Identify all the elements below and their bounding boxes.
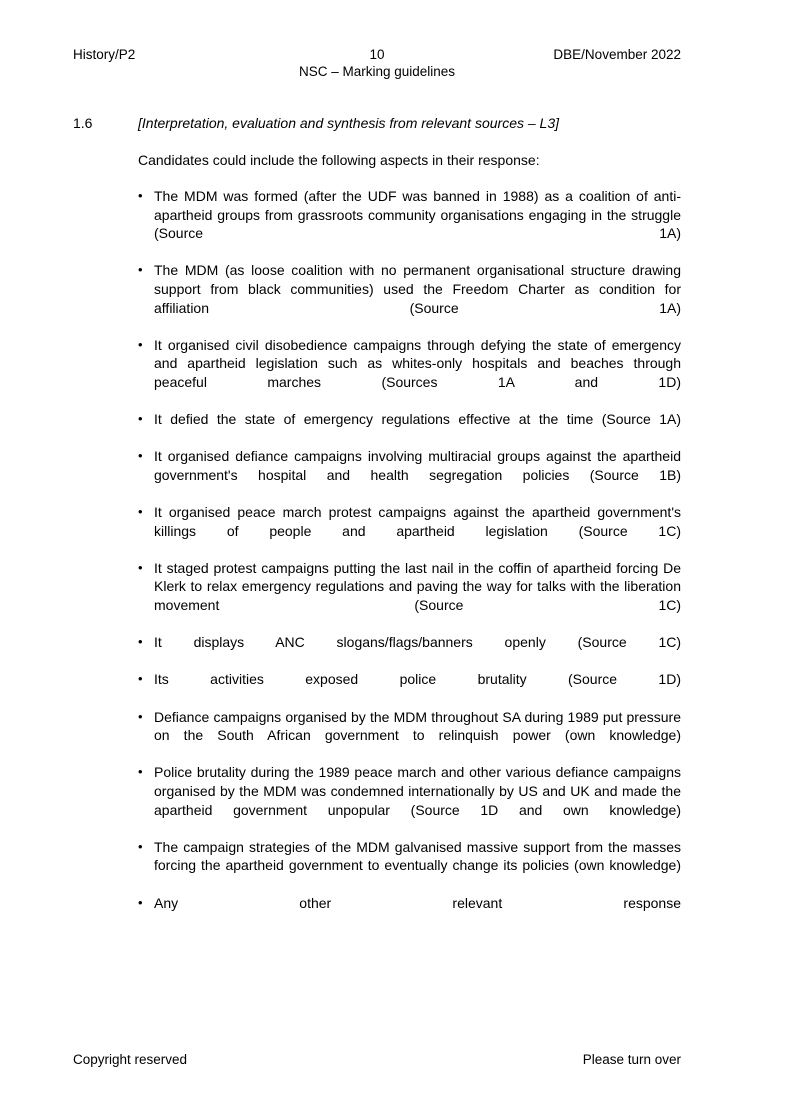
header-document-subtitle: NSC – Marking guidelines [298, 64, 456, 79]
question-number: 1.6 [73, 115, 93, 131]
list-item: • Police brutality during the 1989 peace march and other various defiance campaigns organised by the MDM was condemned internationally by US and UK and made the apartheid government unpopular (Source 1D and own knowledge) [138, 763, 681, 837]
list-item: • The MDM (as loose coalition with no permanent organisational structure drawing support from black communities) used the Freedom Charter as condition for affiliation (Source 1A) [138, 261, 681, 335]
page-footer [73, 1051, 681, 1069]
list-item: • The MDM was formed (after the UDF was banned in 1988) as a coalition of anti-apartheid groups from grassroots community organisations engaging in the struggle (Source 1A) [138, 187, 681, 261]
header-page-number: 10 [369, 47, 385, 62]
list-item: • It staged protest campaigns putting the last nail in the coffin of apartheid forcing De Klerk to relax emergency regulations and paving the way for talks with the liberation movement (Source 1C) [138, 559, 681, 633]
list-item: • It displays ANC slogans/flags/banners openly (Source 1C) [138, 633, 681, 670]
list-item: • It organised peace march protest campaigns against the apartheid government's killings of people and apartheid legislation (Source 1C) [138, 503, 681, 559]
list-item: • Any other relevant response [138, 894, 681, 931]
list-item: • It defied the state of emergency regulations effective at the time (Source 1A) [138, 410, 681, 447]
list-item: • Defiance campaigns organised by the MDM throughout SA during 1989 put pressure on the South African government to relinquish power (own knowledge) [138, 708, 681, 764]
question-heading: [Interpretation, evaluation and synthesis from relevant sources – L3] [138, 115, 560, 131]
list-item: • It organised civil disobedience campaigns through defying the state of emergency and apartheid legislation such as whites-only hospitals and beaches through peaceful marches (Sources 1A and 1D) [138, 336, 681, 410]
header-subject: History/P2 [73, 47, 136, 62]
question-intro: Candidates could include the following aspects in their response: [138, 152, 540, 168]
list-item: • Its activities exposed police brutality (Source 1D) [138, 670, 681, 707]
page-header [73, 46, 681, 86]
aspects-list [73, 187, 681, 931]
list-item: • It organised defiance campaigns involving multiracial groups against the apartheid government's hospital and health segregation policies (Source 1B) [138, 447, 681, 503]
question-heading-row [73, 113, 681, 133]
footer-copyright: Copyright reserved [73, 1052, 188, 1067]
question-block [73, 113, 681, 931]
list-item: • The campaign strategies of the MDM galvanised massive support from the masses forcing the apartheid government to eventually change its policies (own knowledge) [138, 838, 681, 894]
header-exam-session: DBE/November 2022 [553, 47, 681, 62]
footer-turn-over: Please turn over [582, 1052, 681, 1067]
